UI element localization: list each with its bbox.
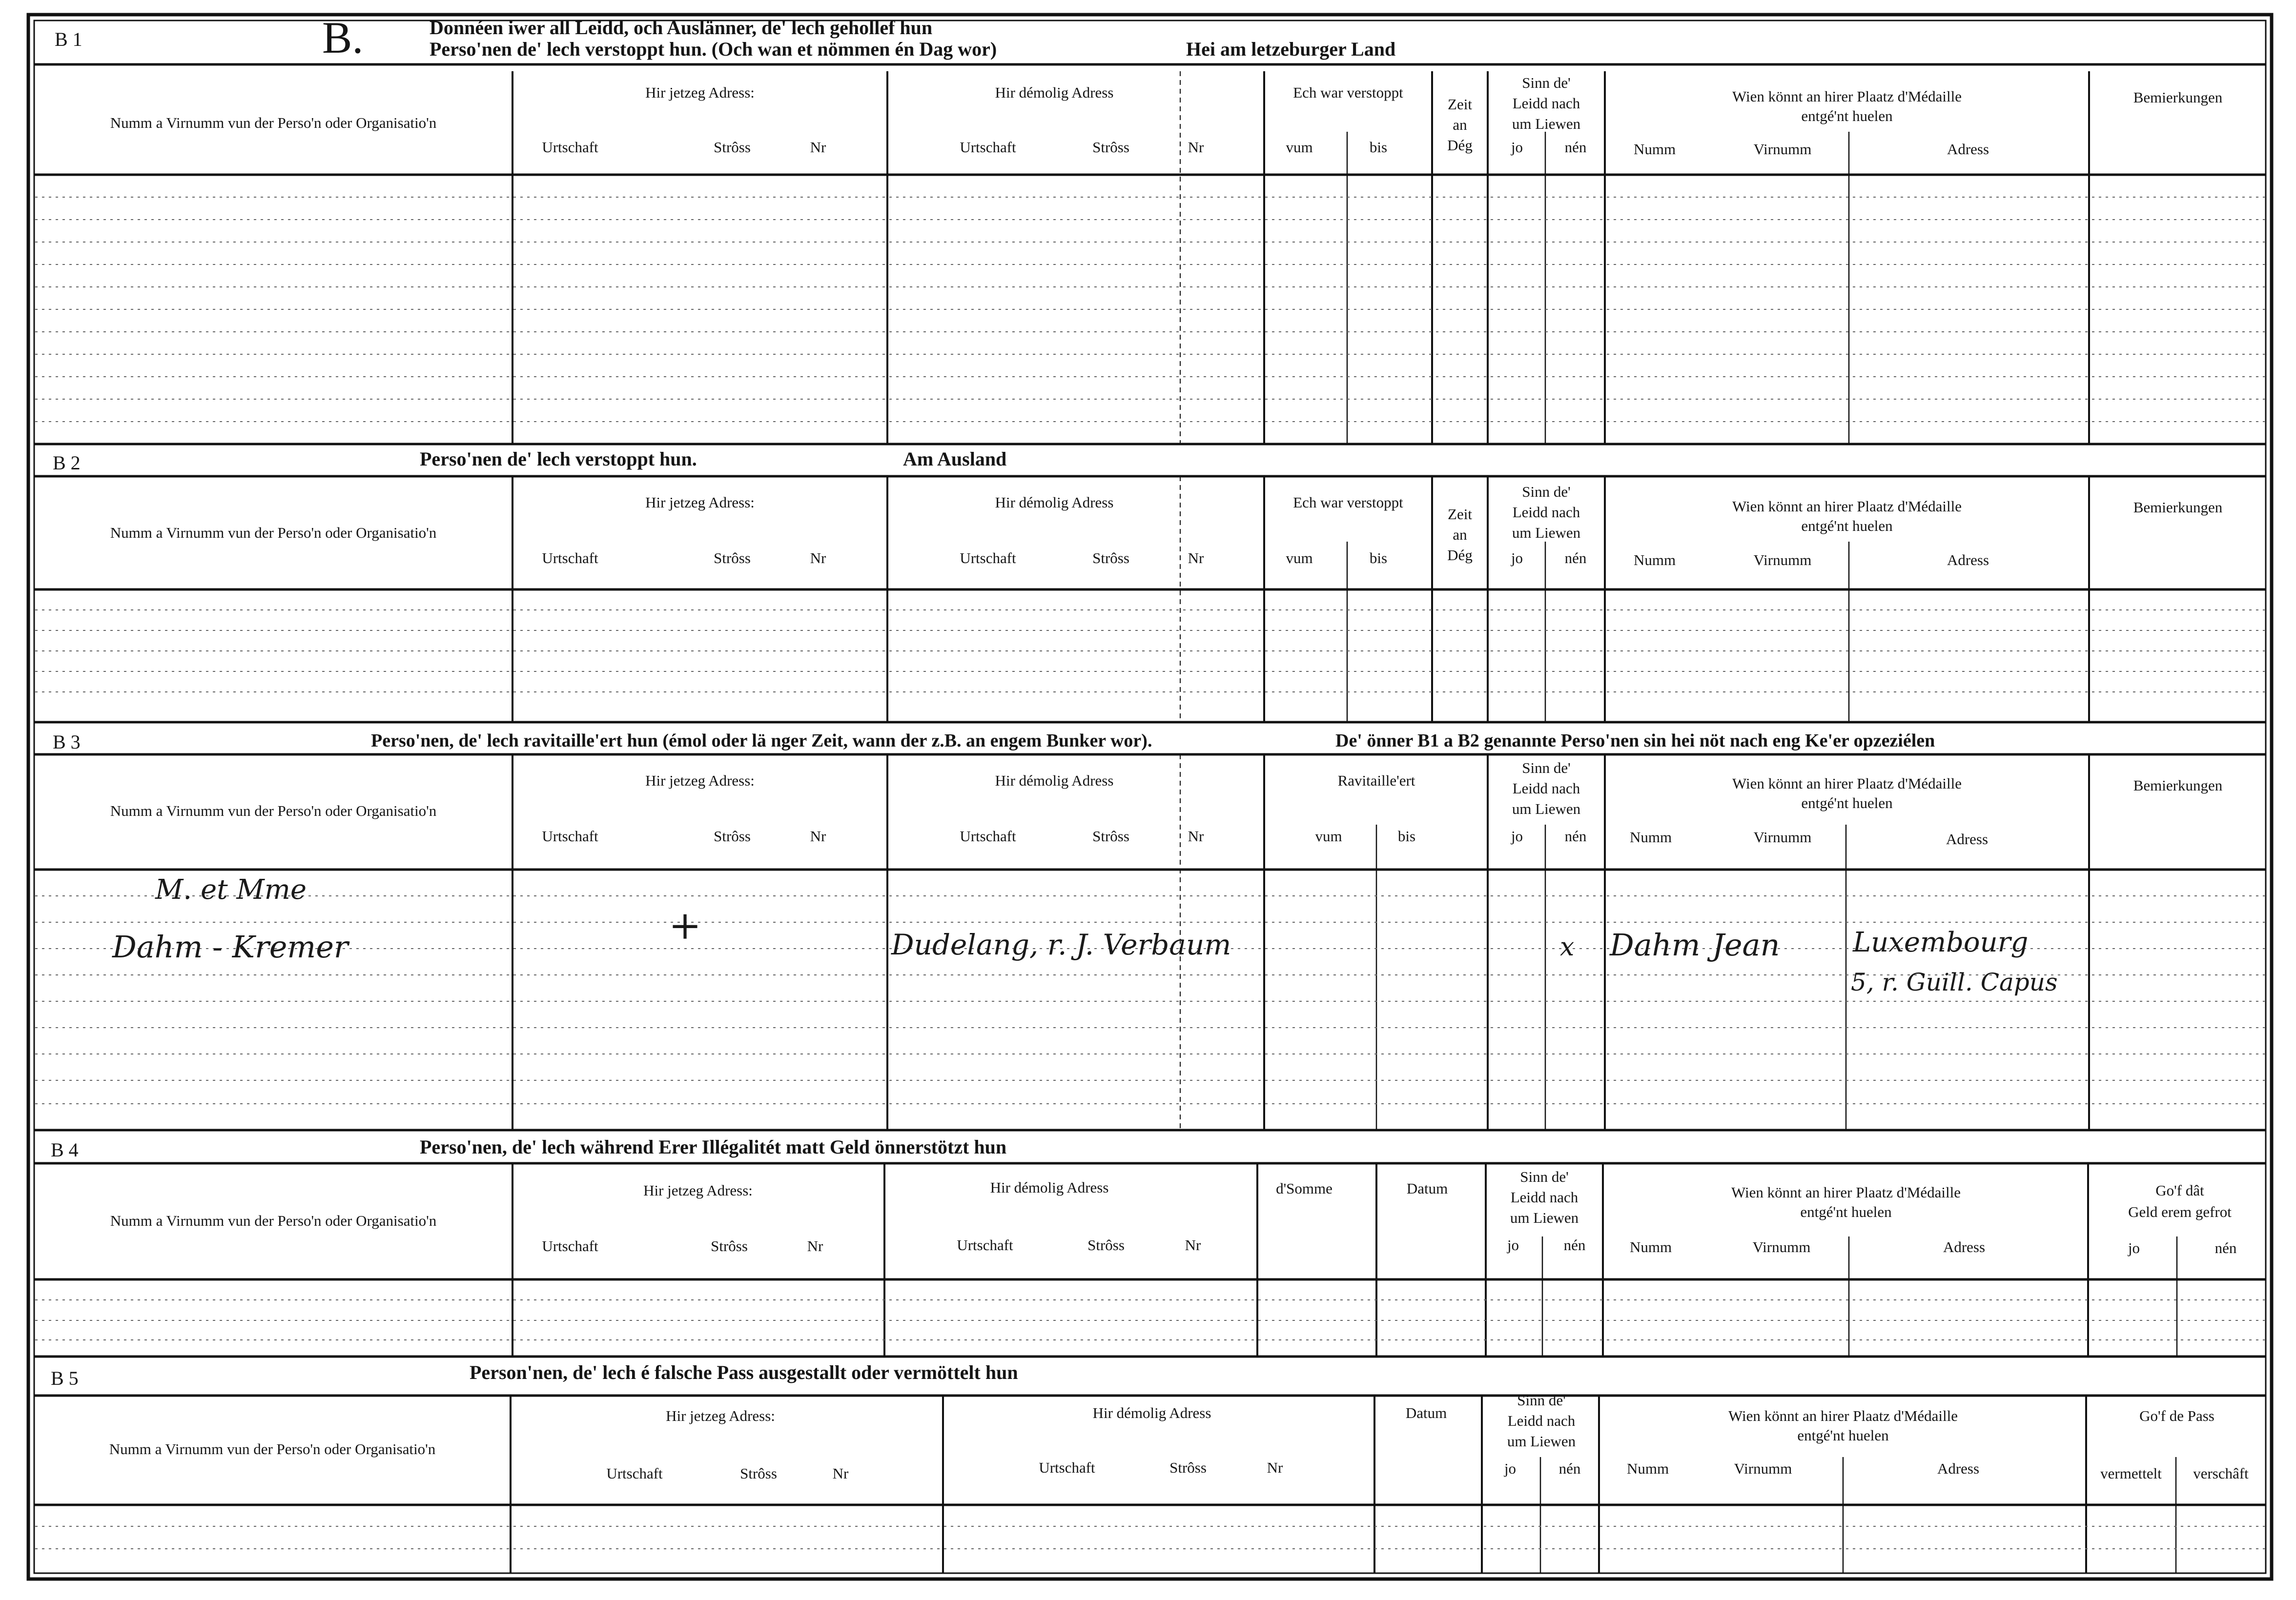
former-urtschaft-header: Urtschaft xyxy=(960,139,1016,156)
former-address-header: Hir démolig Adress xyxy=(1092,1404,1211,1421)
money-returned-jo-header: jo xyxy=(2128,1239,2140,1256)
entry-rule-lines xyxy=(35,1526,2265,1549)
entry-current-address: + xyxy=(669,903,702,948)
entry-former-address: Dudelang, r. J. Verbaum xyxy=(891,928,1231,961)
medal-firstname-header: Virnumm xyxy=(1753,141,1812,158)
alive-header-3: um Liewen xyxy=(1510,1209,1579,1226)
name-column-header: Numm a Virnumm vun der Perso'n oder Organisatio'n xyxy=(110,114,437,131)
medal-header-2: entgé'nt huelen xyxy=(1801,107,1893,124)
date-header: Datum xyxy=(1405,1404,1447,1421)
former-urtschaft-header: Urtschaft xyxy=(1039,1459,1095,1476)
alive-header-2: Leidd nach xyxy=(1507,1412,1576,1429)
money-returned-header-2: Geld erem gefrot xyxy=(2128,1203,2232,1220)
alive-jo-header: jo xyxy=(1511,828,1523,845)
medal-address-header: Adress xyxy=(1943,1238,1986,1256)
name-column-header: Numm a Virnumm vun der Perso'n oder Organisatio'n xyxy=(110,1212,437,1229)
hidden-from-header: vum xyxy=(1286,549,1313,567)
current-stross-header: Strôss xyxy=(740,1465,777,1482)
section-b1-title-1: Donnéen iwer all Leidd, och Auslänner, de' lech gehollef hun xyxy=(430,17,933,39)
former-urtschaft-header: Urtschaft xyxy=(960,549,1016,567)
alive-nen-header: nén xyxy=(1564,828,1587,845)
alive-header-1: Sinn de' xyxy=(1517,1392,1566,1409)
section-b3-title-2: De' önner B1 a B2 genannte Perso'nen sin hei nöt nach eng Ke'er opzeziélen xyxy=(1335,730,1935,751)
alive-header-2: Leidd nach xyxy=(1510,1189,1578,1206)
alive-header-3: um Liewen xyxy=(1512,115,1581,132)
remarks-header: Bemierkungen xyxy=(2133,777,2223,794)
entry-rule-lines xyxy=(35,197,2265,422)
alive-nen-header: nén xyxy=(1564,139,1587,156)
former-urtschaft-header: Urtschaft xyxy=(960,828,1016,845)
medal-firstname-header: Virnumm xyxy=(1753,829,1812,846)
alive-jo-header: jo xyxy=(1504,1460,1517,1477)
current-nr-header: Nr xyxy=(810,828,826,845)
alive-header-3: um Liewen xyxy=(1512,800,1581,817)
section-b1-title-3: Hei am letzeburger Land xyxy=(1186,38,1396,60)
former-stross-header: Strôss xyxy=(1169,1459,1207,1476)
current-address-header: Hir jetzeg Adress: xyxy=(643,1182,753,1199)
alive-header-1: Sinn de' xyxy=(1522,483,1571,500)
current-nr-header: Nr xyxy=(807,1237,823,1255)
section-b4 xyxy=(34,1136,2266,1357)
medal-header-1: Wien könnt an hirer Plaatz d'Médaille xyxy=(1732,498,1962,515)
entry-medal-name: Dahm xyxy=(1610,927,1701,963)
medal-header-1: Wien könnt an hirer Plaatz d'Médaille xyxy=(1728,1407,1958,1424)
section-b1-title-2: Perso'nen de' lech verstoppt hun. (Och wan et nömmen én Dag wor) xyxy=(430,38,997,60)
medal-header-1: Wien könnt an hirer Plaatz d'Médaille xyxy=(1732,88,1962,105)
remarks-header: Bemierkungen xyxy=(2133,89,2223,106)
hidden-until-header: bis xyxy=(1369,549,1388,567)
entry-rule-lines xyxy=(35,610,2265,692)
medal-header-1: Wien könnt an hirer Plaatz d'Médaille xyxy=(1732,775,1962,792)
section-b5-title: Person'nen, de' lech é falsche Pass ausgestallt oder vermöttelt hun xyxy=(470,1361,1018,1383)
current-address-header: Hir jetzeg Adress: xyxy=(645,772,755,789)
medal-header-2: entgé'nt huelen xyxy=(1800,1203,1892,1220)
medal-name-header: Numm xyxy=(1629,829,1672,846)
alive-header-2: Leidd nach xyxy=(1512,95,1580,112)
medal-header-2: entgé'nt huelen xyxy=(1797,1427,1889,1444)
section-b2-title-2: Am Ausland xyxy=(903,448,1007,470)
former-stross-header: Strôss xyxy=(1092,828,1129,845)
entry-alive-nen-mark: x xyxy=(1560,932,1575,962)
section-b1-label: B 1 xyxy=(55,28,82,50)
entry-rule-lines xyxy=(35,1300,2265,1340)
former-nr-header: Nr xyxy=(1267,1459,1283,1476)
section-b4-title: Perso'nen, de' lech während Erer Illégalitét matt Geld önnerstötzt hun xyxy=(420,1136,1007,1158)
alive-header-1: Sinn de' xyxy=(1522,759,1571,776)
former-address-header: Hir démolig Adress xyxy=(995,494,1114,511)
medal-address-header: Adress xyxy=(1947,141,1989,158)
medal-name-header: Numm xyxy=(1629,1238,1672,1256)
current-stross-header: Strôss xyxy=(714,139,751,156)
passport-issued-header: vermettelt xyxy=(2100,1465,2162,1482)
passport-procured-header: verschâft xyxy=(2193,1465,2249,1482)
current-nr-header: Nr xyxy=(832,1465,849,1482)
former-nr-header: Nr xyxy=(1188,139,1204,156)
days-header-2: an xyxy=(1453,526,1467,543)
current-nr-header: Nr xyxy=(810,549,826,567)
alive-header-3: um Liewen xyxy=(1507,1433,1576,1450)
alive-jo-header: jo xyxy=(1511,139,1523,156)
former-address-header: Hir démolig Adress xyxy=(990,1179,1109,1196)
alive-header-2: Leidd nach xyxy=(1512,780,1580,797)
passport-header: Go'f de Pass xyxy=(2139,1407,2214,1424)
section-b5-label: B 5 xyxy=(51,1367,79,1389)
alive-header-1: Sinn de' xyxy=(1522,74,1571,91)
current-urtschaft-header: Urtschaft xyxy=(542,828,598,845)
section-b4-label: B 4 xyxy=(51,1139,79,1161)
entry-medal-address-1: Luxembourg xyxy=(1853,927,2029,958)
section-b2-title-1: Perso'nen de' lech verstoppt hun. xyxy=(420,448,697,470)
current-stross-header: Strôss xyxy=(714,828,751,845)
days-header-2: an xyxy=(1453,116,1467,133)
hidden-period-header: Ech war verstoppt xyxy=(1293,494,1403,511)
date-header: Datum xyxy=(1406,1180,1448,1197)
supplied-until-header: bis xyxy=(1397,828,1416,845)
section-b2-label: B 2 xyxy=(53,452,81,474)
name-column-header: Numm a Virnumm vun der Perso'n oder Organisatio'n xyxy=(109,1440,436,1458)
hidden-period-header: Ech war verstoppt xyxy=(1293,84,1403,101)
entry-medal-address-2: 5, r. Guill. Capus xyxy=(1851,968,2058,996)
sum-header: d'Somme xyxy=(1276,1180,1332,1197)
alive-header-3: um Liewen xyxy=(1512,524,1581,541)
alive-nen-header: nén xyxy=(1563,1236,1586,1254)
current-address-header: Hir jetzeg Adress: xyxy=(666,1407,775,1424)
medal-firstname-header: Virnumm xyxy=(1734,1460,1792,1477)
current-address-header: Hir jetzeg Adress: xyxy=(645,494,755,511)
handwritten-entry xyxy=(112,874,2058,996)
entry-name-line-2: Dahm - Kremer xyxy=(112,929,348,965)
current-urtschaft-header: Urtschaft xyxy=(542,549,598,567)
former-nr-header: Nr xyxy=(1188,828,1204,845)
current-nr-header: Nr xyxy=(810,139,826,156)
section-b1 xyxy=(34,13,2266,444)
medal-address-header: Adress xyxy=(1946,830,1988,848)
medal-address-header: Adress xyxy=(1947,551,1989,568)
medal-header-2: entgé'nt huelen xyxy=(1801,794,1893,811)
alive-jo-header: jo xyxy=(1511,549,1523,567)
current-stross-header: Strôss xyxy=(711,1237,748,1255)
money-returned-nen-header: nén xyxy=(2214,1239,2237,1256)
section-b3-label: B 3 xyxy=(53,731,81,753)
form-frame xyxy=(28,15,2272,1579)
current-urtschaft-header: Urtschaft xyxy=(606,1465,663,1482)
medal-header-2: entgé'nt huelen xyxy=(1801,517,1893,534)
form-letter: B. xyxy=(322,13,364,62)
medal-header-1: Wien könnt an hirer Plaatz d'Médaille xyxy=(1731,1184,1961,1201)
alive-header-2: Leidd nach xyxy=(1512,504,1580,521)
current-urtschaft-header: Urtschaft xyxy=(542,139,598,156)
former-urtschaft-header: Urtschaft xyxy=(957,1236,1013,1254)
alive-nen-header: nén xyxy=(1564,549,1587,567)
entry-name-line-1: M. et Mme xyxy=(155,874,307,906)
supplied-header: Ravitaille'ert xyxy=(1337,772,1415,789)
current-urtschaft-header: Urtschaft xyxy=(542,1237,598,1255)
days-header-3: Dég xyxy=(1447,137,1473,154)
medal-name-header: Numm xyxy=(1633,551,1676,568)
medal-name-header: Numm xyxy=(1633,141,1676,158)
former-address-header: Hir démolig Adress xyxy=(995,84,1114,101)
days-header-1: Zeit xyxy=(1448,506,1472,523)
former-stross-header: Strôss xyxy=(1092,139,1129,156)
former-address-header: Hir démolig Adress xyxy=(995,772,1114,789)
money-returned-header-1: Go'f dât xyxy=(2155,1182,2204,1199)
alive-header-1: Sinn de' xyxy=(1520,1168,1569,1185)
supplied-from-header: vum xyxy=(1315,828,1342,845)
hidden-until-header: bis xyxy=(1369,139,1388,156)
days-header-1: Zeit xyxy=(1448,96,1472,113)
current-address-header: Hir jetzeg Adress: xyxy=(645,84,755,101)
hidden-from-header: vum xyxy=(1286,139,1313,156)
section-b5 xyxy=(34,1361,2266,1573)
section-b3 xyxy=(34,730,2266,1130)
alive-nen-header: nén xyxy=(1558,1460,1581,1477)
days-header-3: Dég xyxy=(1447,547,1473,564)
current-stross-header: Strôss xyxy=(714,549,751,567)
medal-address-header: Adress xyxy=(1937,1460,1980,1477)
remarks-header: Bemierkungen xyxy=(2133,499,2223,516)
former-nr-header: Nr xyxy=(1185,1236,1201,1254)
section-b3-title: Perso'nen, de' lech ravitaille'ert hun (émol oder lä nger Zeit, wann der z.B. an engem Bunker wor). xyxy=(371,730,1152,751)
entry-medal-firstname: Jean xyxy=(1712,927,1780,963)
section-b2 xyxy=(34,448,2266,722)
medal-name-header: Numm xyxy=(1626,1460,1669,1477)
alive-jo-header: jo xyxy=(1507,1236,1519,1254)
medal-firstname-header: Virnumm xyxy=(1752,1238,1811,1256)
former-stross-header: Strôss xyxy=(1087,1236,1125,1254)
former-stross-header: Strôss xyxy=(1092,549,1129,567)
medal-firstname-header: Virnumm xyxy=(1753,551,1812,568)
name-column-header: Numm a Virnumm vun der Perso'n oder Organisatio'n xyxy=(110,524,437,541)
name-column-header: Numm a Virnumm vun der Perso'n oder Organisatio'n xyxy=(110,802,437,819)
former-nr-header: Nr xyxy=(1188,549,1204,567)
